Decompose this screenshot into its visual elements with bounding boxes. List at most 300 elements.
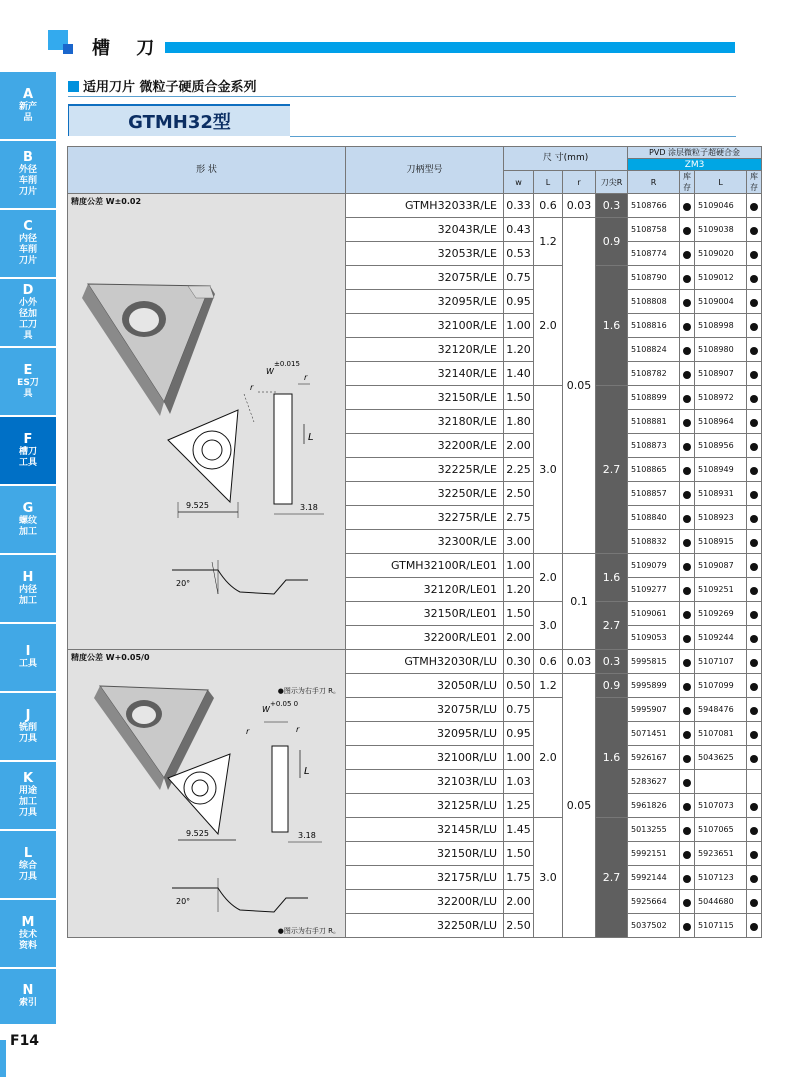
l-value: 0.6 (534, 194, 563, 218)
stock-dot-icon (750, 755, 758, 763)
stock-dot-icon (750, 443, 758, 451)
stock-dot-icon (750, 491, 758, 499)
insert-code: 32103R/LU (346, 770, 504, 794)
tab-letter: E (23, 362, 33, 378)
order-no-left: 5109269 (695, 602, 747, 626)
subtitle (68, 76, 257, 95)
tab-letter: C (23, 219, 33, 234)
header-square-dark (63, 44, 73, 54)
insert-table (67, 146, 762, 938)
re-value: 0.9 (596, 674, 628, 698)
order-no-left: 5107123 (695, 866, 747, 890)
w-value: 1.03 (504, 770, 534, 794)
l-value: 0.6 (534, 650, 563, 674)
insert-code: 32140R/LE (346, 362, 504, 386)
insert-code: 32200R/LE (346, 434, 504, 458)
stock-dot-icon (683, 803, 691, 811)
stock-dot-icon (683, 923, 691, 931)
re-value: 2.7 (596, 818, 628, 938)
order-no-left: 5109020 (695, 242, 747, 266)
tab-text: 槽刀工具 (18, 446, 37, 468)
tab-letter: L (23, 845, 33, 861)
stock-left (747, 794, 762, 818)
order-no-left: 5043625 (695, 746, 747, 770)
stock-dot-icon (683, 299, 691, 307)
stock-left (747, 290, 762, 314)
w-value: 1.20 (504, 578, 534, 602)
stock-left (747, 602, 762, 626)
insert-code: 32095R/LE (346, 290, 504, 314)
stock-dot-icon (683, 347, 691, 355)
chapter-tab-b[interactable] (0, 141, 56, 208)
r-value: 0.03 (563, 650, 596, 674)
order-no-right: 5995899 (628, 674, 680, 698)
w-value: 1.45 (504, 818, 534, 842)
r-value: 0.03 (563, 194, 596, 218)
stock-dot-icon (750, 923, 758, 931)
stock-right (680, 338, 695, 362)
order-no-right: 5961826 (628, 794, 680, 818)
stock-right (680, 530, 695, 554)
order-no-right: 5108840 (628, 506, 680, 530)
order-no-right: 5926167 (628, 746, 680, 770)
insert-code: 32200R/LE01 (346, 626, 504, 650)
stock-left (747, 458, 762, 482)
stock-left (747, 818, 762, 842)
order-no-left: 5108980 (695, 338, 747, 362)
w-value: 2.00 (504, 890, 534, 914)
order-no-left: 5923651 (695, 842, 747, 866)
stock-right (680, 362, 695, 386)
stock-left (747, 482, 762, 506)
chapter-tab-d[interactable] (0, 279, 56, 346)
re-value: 2.7 (596, 386, 628, 554)
tab-letter: M (21, 914, 35, 930)
stock-right (680, 218, 695, 242)
l-value: 2.0 (534, 554, 563, 602)
tab-letter: K (22, 771, 34, 786)
order-no-right: 5071451 (628, 722, 680, 746)
tab-text: ES刀具 (17, 377, 39, 399)
header-r: r (563, 171, 596, 194)
stock-right (680, 818, 695, 842)
w-value: 2.25 (504, 458, 534, 482)
stock-left (747, 506, 762, 530)
w-value: 0.33 (504, 194, 534, 218)
chapter-tab-a[interactable] (0, 72, 56, 139)
stock-dot-icon (683, 227, 691, 235)
stock-dot-icon (683, 707, 691, 715)
stock-left (747, 266, 762, 290)
insert-code: 32150R/LE01 (346, 602, 504, 626)
stock-left (747, 530, 762, 554)
order-no-right: 5925664 (628, 890, 680, 914)
order-no-right: 5108816 (628, 314, 680, 338)
chapter-tabs (0, 72, 56, 1026)
w-value: 1.20 (504, 338, 534, 362)
order-no-left: 5108923 (695, 506, 747, 530)
order-no-left: 5108907 (695, 362, 747, 386)
order-no-left: 5108949 (695, 458, 747, 482)
l-value: 1.2 (534, 674, 563, 698)
stock-right (680, 194, 695, 218)
dim-r2: r (296, 725, 300, 734)
insert-code: 32120R/LE01 (346, 578, 504, 602)
w-value: 0.75 (504, 266, 534, 290)
stock-dot-icon (750, 611, 758, 619)
insert-code: 32053R/LE (346, 242, 504, 266)
tab-letter: H (22, 569, 34, 585)
insert-drawing-1 (68, 194, 346, 634)
stock-right (680, 386, 695, 410)
stock-left (747, 410, 762, 434)
stock-dot-icon (750, 539, 758, 547)
stock-dot-icon (683, 731, 691, 739)
stock-dot-icon (750, 899, 758, 907)
tab-text: 用途加工刀具 (18, 786, 37, 818)
insert-code: 32145R/LU (346, 818, 504, 842)
stock-dot-icon (750, 659, 758, 667)
order-no-left: 5109038 (695, 218, 747, 242)
order-no-right: 5108899 (628, 386, 680, 410)
stock-dot-icon (750, 707, 758, 715)
order-no-right: 5108758 (628, 218, 680, 242)
stock-dot-icon (750, 563, 758, 571)
tab-bar-bottom (0, 1040, 6, 1077)
dim-9525: 9.525 (186, 501, 209, 510)
stock-right (680, 890, 695, 914)
table-row (68, 194, 762, 218)
order-no-right: 5108824 (628, 338, 680, 362)
w-value: 1.50 (504, 842, 534, 866)
stock-dot-icon (683, 851, 691, 859)
header-l: L (534, 171, 563, 194)
stock-right (680, 458, 695, 482)
stock-dot-icon (750, 251, 758, 259)
w-value: 1.00 (504, 746, 534, 770)
l-value: 1.2 (534, 218, 563, 266)
order-no-right: 5037502 (628, 914, 680, 938)
stock-dot-icon (683, 635, 691, 643)
stock-right (680, 914, 695, 938)
stock-left (747, 698, 762, 722)
order-no-right: 5108790 (628, 266, 680, 290)
stock-left (747, 434, 762, 458)
w-value: 0.95 (504, 290, 534, 314)
chapter-tab-c[interactable] (0, 210, 56, 277)
tab-letter: I (25, 644, 31, 659)
dim-318: 3.18 (300, 503, 318, 512)
stock-dot-icon (683, 491, 691, 499)
stock-dot-icon (683, 827, 691, 835)
stock-left (747, 746, 762, 770)
right-hand-note: ●图示为右手刀 R。 (277, 687, 340, 695)
insert-code: 32275R/LE (346, 506, 504, 530)
insert-code: 32300R/LE (346, 530, 504, 554)
tab-letter: A (22, 86, 34, 102)
order-no-right: 5108774 (628, 242, 680, 266)
dim-angle: 20° (176, 579, 191, 588)
stock-left (747, 674, 762, 698)
stock-dot-icon (750, 803, 758, 811)
re-value: 0.3 (596, 194, 628, 218)
header-left: L (695, 171, 747, 194)
w-value: 2.50 (504, 482, 534, 506)
stock-left (747, 218, 762, 242)
chapter-tab-k[interactable] (0, 762, 56, 829)
stock-left (747, 890, 762, 914)
stock-right (680, 410, 695, 434)
stock-dot-icon (683, 251, 691, 259)
order-no-right: 5108808 (628, 290, 680, 314)
w-value: 0.95 (504, 722, 534, 746)
order-no-right: 5108766 (628, 194, 680, 218)
order-no-left: 5108931 (695, 482, 747, 506)
order-no-right: 5108865 (628, 458, 680, 482)
tab-letter: D (22, 282, 34, 298)
stock-right (680, 578, 695, 602)
r-value: 0.1 (563, 554, 596, 650)
l-value: 2.0 (534, 698, 563, 818)
l-value: 3.0 (534, 386, 563, 554)
subtitle-text: 适用刀片 微粒子硬质合金系列 (83, 80, 257, 95)
order-no-right: 5108873 (628, 434, 680, 458)
dim-r1: r (250, 383, 254, 392)
order-no-left: 5107073 (695, 794, 747, 818)
tolerance-label: 精度公差 W±0.02 (71, 197, 142, 206)
w-value: 0.75 (504, 698, 534, 722)
order-no-left: 5107065 (695, 818, 747, 842)
stock-left (747, 578, 762, 602)
stock-left (747, 242, 762, 266)
w-value: 0.50 (504, 674, 534, 698)
tab-text: 外径车削刀片 (18, 165, 37, 197)
chapter-tab-f[interactable] (0, 417, 56, 484)
insert-code: GTMH32033R/LE (346, 194, 504, 218)
w-value: 1.25 (504, 794, 534, 818)
order-no-right: 5109277 (628, 578, 680, 602)
stock-right (680, 314, 695, 338)
insert-code: 32175R/LU (346, 866, 504, 890)
insert-code: 32075R/LU (346, 698, 504, 722)
dim-l: L (304, 766, 310, 777)
header-stock-right: 库存 (680, 171, 695, 194)
re-value: 1.6 (596, 266, 628, 386)
chapter-tab-g[interactable] (0, 486, 56, 553)
l-value: 3.0 (534, 818, 563, 938)
stock-dot-icon (750, 299, 758, 307)
tab-text: 小外径加工刀具 (18, 297, 37, 341)
stock-dot-icon (683, 563, 691, 571)
stock-right (680, 266, 695, 290)
dim-l: L (308, 432, 314, 443)
l-value: 2.0 (534, 266, 563, 386)
order-no-right: 5108881 (628, 410, 680, 434)
stock-right (680, 842, 695, 866)
insert-photo (82, 284, 215, 416)
order-no-right: 5108832 (628, 530, 680, 554)
stock-dot-icon (750, 587, 758, 595)
stock-dot-icon (750, 275, 758, 283)
dim-tolerance: +0.05 0 (270, 700, 299, 708)
stock-dot-icon (683, 275, 691, 283)
dim-r2: r (304, 373, 308, 382)
order-no-right: 5109053 (628, 626, 680, 650)
chapter-tab-e[interactable] (0, 348, 56, 415)
stock-dot-icon (683, 515, 691, 523)
tab-text: 内径车削刀片 (18, 234, 37, 266)
stock-left (747, 194, 762, 218)
stock-dot-icon (683, 371, 691, 379)
stock-dot-icon (683, 587, 691, 595)
shape-cell (68, 650, 346, 938)
order-no-right: 5995815 (628, 650, 680, 674)
order-no-left: 5108956 (695, 434, 747, 458)
stock-left (747, 866, 762, 890)
stock-right (680, 554, 695, 578)
header-stock-left: 库存 (747, 171, 762, 194)
order-no-left: 5108964 (695, 410, 747, 434)
order-no-right: 5109061 (628, 602, 680, 626)
stock-dot-icon (750, 371, 758, 379)
dim-w: W (262, 705, 270, 714)
stock-dot-icon (750, 851, 758, 859)
stock-dot-icon (750, 467, 758, 475)
stock-left (747, 554, 762, 578)
order-no-left: 5948476 (695, 698, 747, 722)
chapter-tab-j[interactable] (0, 693, 56, 760)
header-dims: 尺 寸(mm) (504, 147, 628, 171)
stock-dot-icon (750, 731, 758, 739)
re-value: 0.9 (596, 218, 628, 266)
stock-right (680, 650, 695, 674)
stock-right (680, 242, 695, 266)
angle-detail (172, 878, 308, 912)
stock-dot-icon (683, 419, 691, 427)
dim-tolerance: ±0.015 (274, 360, 300, 368)
stock-right (680, 626, 695, 650)
dim-9525: 9.525 (186, 829, 209, 838)
insert-code: GTMH32030R/LU (346, 650, 504, 674)
order-no-left: 5108998 (695, 314, 747, 338)
stock-dot-icon (750, 683, 758, 691)
stock-dot-icon (683, 611, 691, 619)
chapter-tab-m[interactable] (0, 900, 56, 967)
order-no-right: 5283627 (628, 770, 680, 794)
w-value: 3.00 (504, 530, 534, 554)
dim-318: 3.18 (298, 831, 316, 840)
stock-left (747, 722, 762, 746)
stock-dot-icon (683, 539, 691, 547)
insert-side-view (264, 722, 322, 842)
w-value: 2.00 (504, 626, 534, 650)
order-no-right: 5013255 (628, 818, 680, 842)
order-no-left (695, 770, 747, 794)
angle-detail (172, 560, 308, 594)
order-no-left: 5107115 (695, 914, 747, 938)
insert-side-view (244, 384, 324, 514)
stock-dot-icon (750, 227, 758, 235)
insert-code: 32180R/LE (346, 410, 504, 434)
order-no-right: 5992151 (628, 842, 680, 866)
chapter-tab-h[interactable] (0, 555, 56, 622)
header-bar (165, 42, 735, 53)
insert-code: 32043R/LE (346, 218, 504, 242)
stock-right (680, 722, 695, 746)
w-value: 0.30 (504, 650, 534, 674)
chapter-tab-n[interactable] (0, 969, 56, 1024)
stock-dot-icon (750, 323, 758, 331)
stock-dot-icon (683, 755, 691, 763)
chapter-tab-i[interactable] (0, 624, 56, 691)
order-no-right: 5992144 (628, 866, 680, 890)
tab-text: 铣削刀具 (18, 722, 37, 744)
insert-drawing-2 (68, 650, 346, 940)
tab-text: 工具 (18, 659, 37, 669)
subtitle-underline (68, 96, 736, 97)
insert-code: 32125R/LU (346, 794, 504, 818)
stock-dot-icon (683, 659, 691, 667)
w-value: 1.75 (504, 866, 534, 890)
order-no-left: 5109012 (695, 266, 747, 290)
w-value: 1.80 (504, 410, 534, 434)
header-code: 刀柄型号 (346, 147, 504, 194)
r-value: 0.05 (563, 218, 596, 554)
stock-right (680, 506, 695, 530)
insert-code: 32150R/LE (346, 386, 504, 410)
header-re: 刀尖R (596, 171, 628, 194)
stock-right (680, 698, 695, 722)
header-right: R (628, 171, 680, 194)
dim-r1: r (246, 727, 250, 736)
order-no-left: 5109004 (695, 290, 747, 314)
stock-dot-icon (750, 347, 758, 355)
order-no-right: 5109079 (628, 554, 680, 578)
stock-dot-icon (750, 203, 758, 211)
re-value: 1.6 (596, 698, 628, 818)
insert-code: 32120R/LE (346, 338, 504, 362)
bullet-square-icon (68, 81, 79, 92)
header-w: w (504, 171, 534, 194)
insert-code: 32200R/LU (346, 890, 504, 914)
dim-angle: 20° (176, 897, 191, 906)
tab-letter: J (25, 707, 31, 723)
header-shape: 形 状 (68, 147, 346, 194)
right-hand-note: ●图示为右手刀 R。 (277, 927, 340, 935)
stock-dot-icon (750, 515, 758, 523)
insert-code: 32100R/LU (346, 746, 504, 770)
stock-left (747, 338, 762, 362)
insert-code: 32250R/LU (346, 914, 504, 938)
tab-letter: B (23, 150, 33, 165)
w-value: 0.43 (504, 218, 534, 242)
stock-left (747, 914, 762, 938)
model-underline (290, 136, 736, 137)
chapter-tab-l[interactable] (0, 831, 56, 898)
stock-right (680, 794, 695, 818)
stock-right (680, 602, 695, 626)
re-value: 1.6 (596, 554, 628, 602)
dim-w: W (266, 367, 274, 376)
insert-code: 32150R/LU (346, 842, 504, 866)
stock-dot-icon (750, 395, 758, 403)
stock-dot-icon (683, 395, 691, 403)
stock-right (680, 674, 695, 698)
order-no-left: 5107099 (695, 674, 747, 698)
stock-left (747, 842, 762, 866)
tab-letter: F (23, 431, 33, 447)
stock-dot-icon (683, 203, 691, 211)
